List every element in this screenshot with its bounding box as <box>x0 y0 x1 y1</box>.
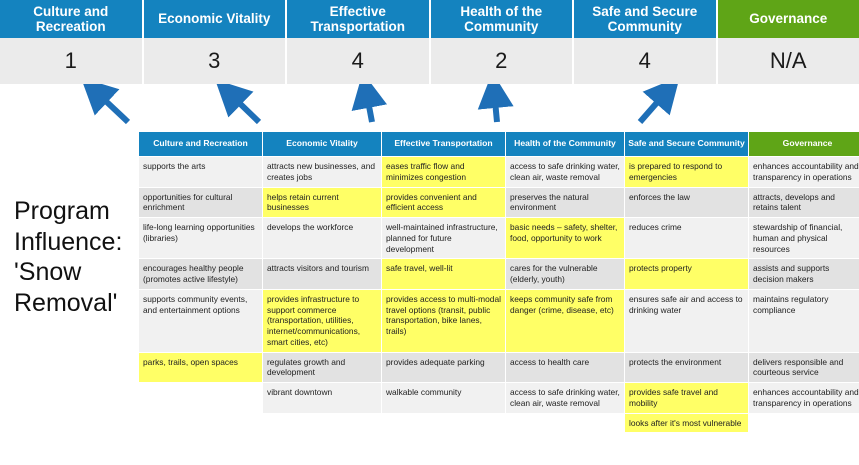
priority-header-economic-vitality: Economic Vitality <box>144 0 288 38</box>
score-effective-transportation: 4 <box>287 38 431 84</box>
matrix-cell-empty <box>139 413 263 433</box>
score-culture-and-recreation: 1 <box>0 38 144 84</box>
table-row <box>139 187 859 218</box>
matrix-cell: parks, trails, open spaces <box>139 352 263 383</box>
arrow-to-safe-and-secure-community <box>640 90 668 122</box>
matrix-cell: ensures safe air and access to drinking water <box>625 289 749 352</box>
arrow-group <box>0 84 859 130</box>
arrow-to-culture-and-recreation <box>94 90 128 122</box>
priority-outcome-matrix <box>138 131 859 433</box>
matrix-cell: vibrant downtown <box>263 383 382 414</box>
matrix-cell: life-long learning opportunities (libraries) <box>139 218 263 259</box>
matrix-cell: provides access to multi-modal travel options (transit, public transportation, bike lanes, trails) <box>382 289 506 352</box>
matrix-header-row <box>139 132 859 157</box>
score-health-of-the-community: 2 <box>431 38 575 84</box>
matrix-cell: safe travel, well-lit <box>382 259 506 290</box>
priority-header-effective-transportation: Effective Transportation <box>287 0 431 38</box>
matrix-cell-empty <box>263 413 382 433</box>
matrix-cell: develops the workforce <box>263 218 382 259</box>
score-governance: N/A <box>769 48 807 73</box>
matrix-cell: helps retain current businesses <box>263 187 382 218</box>
matrix-cell: supports the arts <box>139 157 263 188</box>
matrix-cell: well-maintained infrastructure, planned for future development <box>382 218 506 259</box>
matrix-cell: attracts visitors and tourism <box>263 259 382 290</box>
matrix-cell: attracts, develops and retains talent <box>749 187 859 218</box>
matrix-cell: attracts new businesses, and creates jobs <box>263 157 382 188</box>
priority-header-row <box>0 0 859 38</box>
matrix-cell: provides adequate parking <box>382 352 506 383</box>
matrix-cell: encourages healthy people (promotes active lifestyle) <box>139 259 263 290</box>
table-row <box>139 352 859 383</box>
priority-summary-band <box>0 0 859 84</box>
matrix-cell: provides infrastructure to support commerce (transportation, utilities, internet/communications, smart cities, etc) <box>263 289 382 352</box>
arrow-to-economic-vitality <box>228 92 259 122</box>
matrix-cell: enforces the law <box>625 187 749 218</box>
matrix-cell: protects property <box>625 259 749 290</box>
matrix-header-health-of-the-community: Health of the Community <box>506 132 625 157</box>
matrix-header-economic-vitality: Economic Vitality <box>263 132 382 157</box>
matrix-cell: basic needs – safety, shelter, food, opportunity to work <box>506 218 625 259</box>
program-influence-caption: Program Influence: 'Snow Removal' <box>14 197 123 317</box>
matrix-cell-empty <box>749 413 859 433</box>
priority-score-row <box>0 38 859 84</box>
matrix-cell: stewardship of financial, human and physical resources <box>749 218 859 259</box>
matrix-cell: provides convenient and efficient access <box>382 187 506 218</box>
table-row <box>139 383 859 414</box>
matrix-cell: keeps community safe from danger (crime, disease, etc) <box>506 289 625 352</box>
matrix-cell: opportunities for cultural enrichment <box>139 187 263 218</box>
matrix-cell: supports community events, and entertainment options <box>139 289 263 352</box>
matrix-cell: provides safe travel and mobility <box>625 383 749 414</box>
matrix-cell: delivers responsible and courteous service <box>749 352 859 383</box>
matrix-header-culture-and-recreation: Culture and Recreation <box>139 132 263 157</box>
matrix-cell: cares for the vulnerable (elderly, youth) <box>506 259 625 290</box>
matrix-cell-empty <box>382 413 506 433</box>
matrix-cell: eases traffic flow and minimizes congestion <box>382 157 506 188</box>
matrix-cell-empty <box>506 413 625 433</box>
priority-header-governance: Governance <box>718 0 859 38</box>
matrix-cell: walkable community <box>382 383 506 414</box>
matrix-cell: access to safe drinking water, clean air, waste removal <box>506 383 625 414</box>
matrix-header-effective-transportation: Effective Transportation <box>382 132 506 157</box>
table-row <box>139 413 859 433</box>
score-safe-and-secure-community: 4 <box>574 38 718 84</box>
matrix-cell: preserves the natural environment <box>506 187 625 218</box>
matrix-cell: access to safe drinking water, clean air, waste removal <box>506 157 625 188</box>
table-row <box>139 259 859 290</box>
table-row <box>139 289 859 352</box>
matrix-header-governance: Governance <box>749 132 859 157</box>
matrix-cell: protects the environment <box>625 352 749 383</box>
table-row <box>139 218 859 259</box>
arrow-to-health-of-the-community <box>494 90 497 122</box>
matrix-cell: maintains regulatory compliance <box>749 289 859 352</box>
matrix-cell: reduces crime <box>625 218 749 259</box>
matrix-cell-empty <box>139 383 263 414</box>
matrix-header-safe-and-secure-community: Safe and Secure Community <box>625 132 749 157</box>
priority-header-safe-and-secure-community: Safe and Secure Community <box>574 0 718 38</box>
arrow-to-effective-transportation <box>366 90 372 122</box>
matrix-cell: access to health care <box>506 352 625 383</box>
priority-header-health-of-the-community: Health of the Community <box>431 0 575 38</box>
matrix-cell: regulates growth and development <box>263 352 382 383</box>
matrix-cell: looks after it's most vulnerable <box>625 413 749 433</box>
matrix-cell: is prepared to respond to emergencies <box>625 157 749 188</box>
matrix-cell: enhances accountability and transparency in operations <box>749 383 859 414</box>
score-economic-vitality: 3 <box>144 38 288 84</box>
priority-header-culture-and-recreation: Culture and Recreation <box>0 0 144 38</box>
matrix-cell: assists and supports decision makers <box>749 259 859 290</box>
table-row <box>139 157 859 188</box>
matrix-cell: enhances accountability and transparency in operations <box>749 157 859 188</box>
